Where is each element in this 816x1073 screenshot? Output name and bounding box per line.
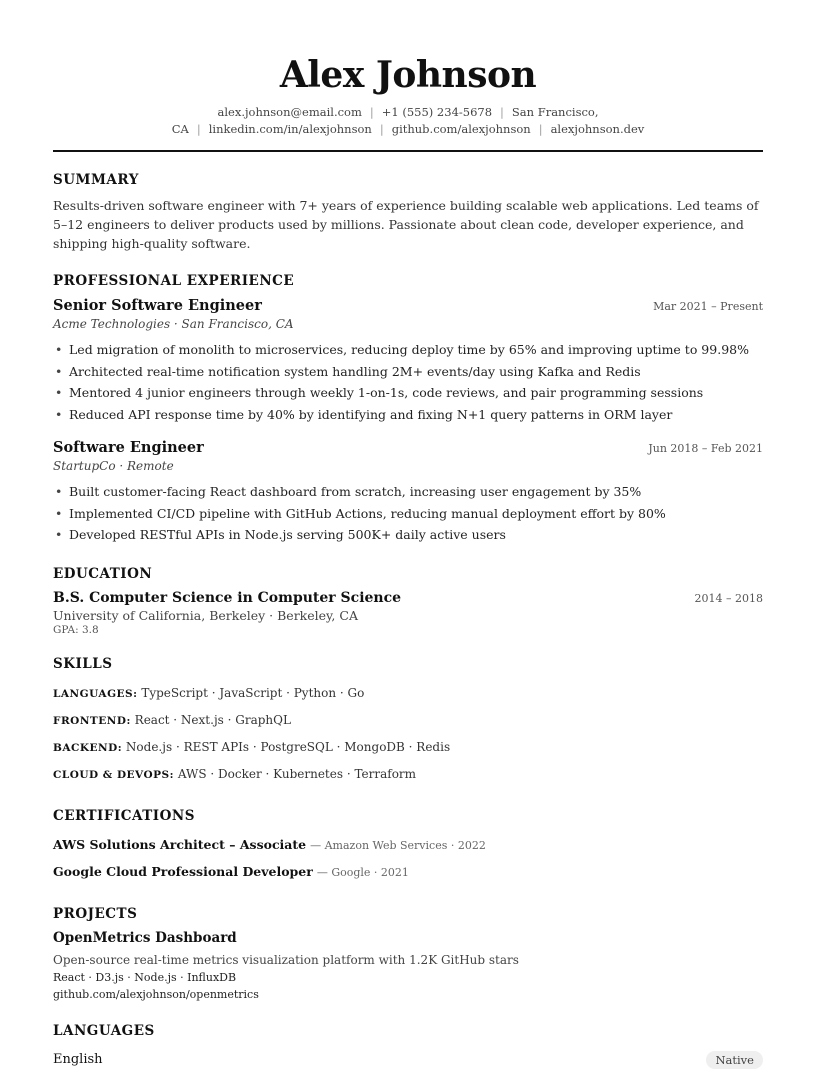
bullet-dot: • [55,406,63,422]
contact-line [53,104,763,138]
contact-separator: | [369,105,374,119]
language-row [53,1047,763,1073]
skill-items: React · Next.js · GraphQL [134,712,291,727]
job-dates: Jun 2018 – Feb 2021 [648,442,763,455]
bullet-dot: • [55,385,63,400]
job-title: Software Engineer [53,439,204,456]
email-link[interactable]: alex.johnson@email.com [217,105,362,119]
skill-category: FRONTEND: [53,714,131,727]
bullet-dot: • [55,484,63,499]
github-link[interactable]: github.com/alexjohnson [391,122,531,136]
skill-category: BACKEND: [53,741,123,754]
bullet-item: • Developed RESTful APIs in Node.js serving 500K+ daily active users [53,524,763,546]
section-title-projects: PROJECTS [53,905,138,922]
contact-separator: | [500,105,504,119]
proficiency-badge: Native [706,1051,763,1069]
bullet-dot: • [55,342,63,357]
bullet-item: • Reduced API response time by 40% by identifying and fixing N+1 query patterns in ORM layer [53,404,763,426]
skill-items: TypeScript · JavaScript · Python · Go [141,685,365,700]
bullet-dot: • [55,505,63,521]
skill-row [53,707,763,734]
phone-text: +1 (555) 234-5678 [381,105,493,119]
job-dates: Mar 2021 – Present [653,300,763,313]
section-title-experience: PROFESSIONAL EXPERIENCE [53,273,295,289]
skill-category: CLOUD & DEVOPS: [53,768,175,781]
section-title-languages: LANGUAGES [53,1022,155,1039]
language-name: English [53,1052,103,1067]
bullet-dot: • [55,527,63,542]
project-name: OpenMetrics Dashboard [53,929,237,946]
project-entry [53,930,763,1003]
school-name: University of California, Berkeley · Berkeley, CA [53,607,358,623]
job-bullets [53,481,763,546]
certification-meta: — Google · 2021 [316,865,409,879]
skill-items: Node.js · REST APIs · PostgreSQL · MongoDB · Redis [125,739,451,754]
section-title-summary: SUMMARY [53,172,139,188]
resume-page [53,52,763,1073]
gpa-text: GPA: 3.8 [53,623,99,636]
bullet-item: • Architected real-time notification system handling 2M+ events/day using Kafka and Redis [53,361,763,383]
project-description: Open-source real-time metrics visualization platform with 1.2K GitHub stars [53,952,519,967]
degree-title: B.S. Computer Science in Computer Science [53,589,402,606]
contact-separator: | [538,122,543,136]
contact-separator: | [196,122,201,136]
job-entry [53,439,763,546]
job-company: Acme Technologies · San Francisco, CA [53,317,294,331]
certification-meta: — Amazon Web Services · 2022 [310,838,486,852]
header-divider [53,150,763,152]
bullet-dot: • [55,363,63,379]
section-title-skills: SKILLS [53,655,113,672]
website-link[interactable]: alexjohnson.dev [550,122,645,136]
summary-text: Results-driven software engineer with 7+ years of experience building scalable web applications. Led teams of 5–12 engineers to deliver products used by millions. Passionate about clean code, developer experience, and shipping high-quality software. [53,198,759,251]
skill-row [53,680,763,707]
section-title-certifications: CERTIFICATIONS [53,807,195,824]
job-title: Senior Software Engineer [53,297,262,314]
bullet-item: • Led migration of monolith to microservices, reducing deploy time by 65% and improving uptime to 99.98% [53,339,763,361]
certification-name: AWS Solutions Architect – Associate [53,836,307,852]
certification-item [53,859,763,886]
project-link[interactable]: github.com/alexjohnson/openmetrics [53,987,259,1001]
skill-items: AWS · Docker · Kubernetes · Terraform [177,766,417,781]
skill-row [53,734,763,761]
job-entry [53,297,763,425]
project-tech: React · D3.js · Node.js · InfluxDB [53,970,237,984]
section-title-education: EDUCATION [53,565,153,582]
linkedin-link[interactable]: linkedin.com/in/alexjohnson [208,122,372,136]
skill-category: LANGUAGES: [53,687,138,700]
certification-name: Google Cloud Professional Developer [53,863,313,879]
bullet-item: • Implemented CI/CD pipeline with GitHub Actions, reducing manual deployment effort by 80% [53,503,763,525]
candidate-name: Alex Johnson [279,54,537,96]
location-text: San Francisco, [511,105,599,119]
certification-item [53,832,763,859]
education-entry [53,590,763,636]
bullet-item: • Mentored 4 junior engineers through weekly 1-on-1s, code reviews, and pair programming sessions [53,382,763,404]
contact-separator: | [379,122,384,136]
job-bullets [53,339,763,425]
skill-row [53,761,763,788]
job-company: StartupCo · Remote [53,459,174,473]
education-dates: 2014 – 2018 [694,591,763,605]
bullet-item: • Built customer-facing React dashboard from scratch, increasing user engagement by 35% [53,481,763,503]
location-text-cont: CA [171,122,189,136]
